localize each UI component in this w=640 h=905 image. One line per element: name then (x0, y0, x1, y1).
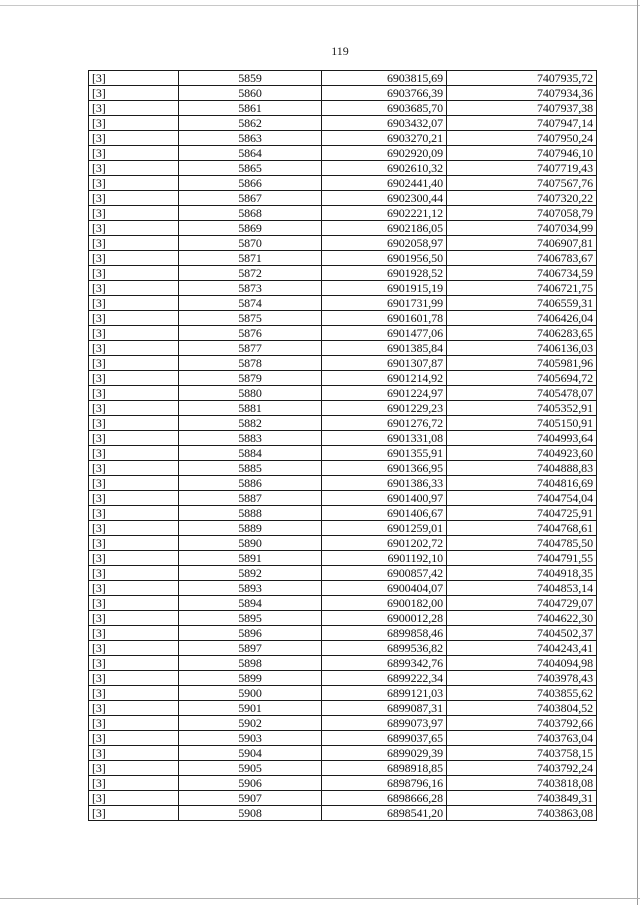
y-coordinate-cell: 7407937,38 (447, 101, 597, 116)
point-number-cell: 5894 (179, 596, 322, 611)
zone-ref-cell: [3] (89, 656, 179, 671)
point-number-cell: 5906 (179, 776, 322, 791)
zone-ref-cell: [3] (89, 296, 179, 311)
zone-ref-cell: [3] (89, 641, 179, 656)
zone-ref-cell: [3] (89, 506, 179, 521)
x-coordinate-cell: 6898796,16 (322, 776, 447, 791)
y-coordinate-cell: 7403978,43 (447, 671, 597, 686)
zone-ref-cell: [3] (89, 476, 179, 491)
x-coordinate-cell: 6900857,42 (322, 566, 447, 581)
point-number-cell: 5863 (179, 131, 322, 146)
x-coordinate-cell: 6901386,33 (322, 476, 447, 491)
x-coordinate-cell: 6902058,97 (322, 236, 447, 251)
table-row (89, 71, 597, 86)
point-number-cell: 5881 (179, 401, 322, 416)
x-coordinate-cell: 6899342,76 (322, 656, 447, 671)
zone-ref-cell: [3] (89, 551, 179, 566)
table-row (89, 656, 597, 671)
point-number-cell: 5900 (179, 686, 322, 701)
table-row (89, 611, 597, 626)
x-coordinate-cell: 6899037,65 (322, 731, 447, 746)
scan-right-edge (637, 0, 638, 905)
point-number-cell: 5895 (179, 611, 322, 626)
y-coordinate-cell: 7403792,24 (447, 761, 597, 776)
zone-ref-cell: [3] (89, 521, 179, 536)
x-coordinate-cell: 6900182,00 (322, 596, 447, 611)
point-number-cell: 5899 (179, 671, 322, 686)
point-number-cell: 5871 (179, 251, 322, 266)
x-coordinate-cell: 6903766,39 (322, 86, 447, 101)
zone-ref-cell: [3] (89, 356, 179, 371)
point-number-cell: 5865 (179, 161, 322, 176)
zone-ref-cell: [3] (89, 386, 179, 401)
point-number-cell: 5885 (179, 461, 322, 476)
x-coordinate-cell: 6902300,44 (322, 191, 447, 206)
zone-ref-cell: [3] (89, 101, 179, 116)
y-coordinate-cell: 7403758,15 (447, 746, 597, 761)
y-coordinate-cell: 7403855,62 (447, 686, 597, 701)
y-coordinate-cell: 7407034,99 (447, 221, 597, 236)
table-row (89, 266, 597, 281)
zone-ref-cell: [3] (89, 266, 179, 281)
x-coordinate-cell: 6899087,31 (322, 701, 447, 716)
table-row (89, 86, 597, 101)
point-number-cell: 5866 (179, 176, 322, 191)
x-coordinate-cell: 6901366,95 (322, 461, 447, 476)
point-number-cell: 5868 (179, 206, 322, 221)
y-coordinate-cell: 7404729,07 (447, 596, 597, 611)
y-coordinate-cell: 7404791,55 (447, 551, 597, 566)
x-coordinate-cell: 6901259,01 (322, 521, 447, 536)
zone-ref-cell: [3] (89, 446, 179, 461)
y-coordinate-cell: 7407950,24 (447, 131, 597, 146)
y-coordinate-cell: 7404768,61 (447, 521, 597, 536)
zone-ref-cell: [3] (89, 371, 179, 386)
point-number-cell: 5870 (179, 236, 322, 251)
zone-ref-cell: [3] (89, 146, 179, 161)
point-number-cell: 5904 (179, 746, 322, 761)
zone-ref-cell: [3] (89, 401, 179, 416)
y-coordinate-cell: 7405352,91 (447, 401, 597, 416)
zone-ref-cell: [3] (89, 686, 179, 701)
zone-ref-cell: [3] (89, 251, 179, 266)
zone-ref-cell: [3] (89, 806, 179, 821)
x-coordinate-cell: 6902441,40 (322, 176, 447, 191)
zone-ref-cell: [3] (89, 716, 179, 731)
x-coordinate-cell: 6899121,03 (322, 686, 447, 701)
point-number-cell: 5867 (179, 191, 322, 206)
y-coordinate-cell: 7406734,59 (447, 266, 597, 281)
x-coordinate-cell: 6902920,09 (322, 146, 447, 161)
x-coordinate-cell: 6902186,05 (322, 221, 447, 236)
y-coordinate-cell: 7404923,60 (447, 446, 597, 461)
y-coordinate-cell: 7407946,10 (447, 146, 597, 161)
x-coordinate-cell: 6901400,97 (322, 491, 447, 506)
point-number-cell: 5903 (179, 731, 322, 746)
y-coordinate-cell: 7404622,30 (447, 611, 597, 626)
table-row (89, 791, 597, 806)
x-coordinate-cell: 6901276,72 (322, 416, 447, 431)
point-number-cell: 5888 (179, 506, 322, 521)
zone-ref-cell: [3] (89, 596, 179, 611)
x-coordinate-cell: 6901385,84 (322, 341, 447, 356)
y-coordinate-cell: 7405694,72 (447, 371, 597, 386)
table-row (89, 296, 597, 311)
x-coordinate-cell: 6898541,20 (322, 806, 447, 821)
zone-ref-cell: [3] (89, 416, 179, 431)
zone-ref-cell: [3] (89, 701, 179, 716)
y-coordinate-cell: 7404853,14 (447, 581, 597, 596)
x-coordinate-cell: 6900012,28 (322, 611, 447, 626)
table-row (89, 386, 597, 401)
zone-ref-cell: [3] (89, 206, 179, 221)
table-row (89, 506, 597, 521)
y-coordinate-cell: 7404243,41 (447, 641, 597, 656)
point-number-cell: 5884 (179, 446, 322, 461)
x-coordinate-cell: 6901202,72 (322, 536, 447, 551)
zone-ref-cell: [3] (89, 611, 179, 626)
point-number-cell: 5887 (179, 491, 322, 506)
table-row (89, 626, 597, 641)
page-number: 119 (331, 44, 349, 58)
x-coordinate-cell: 6901956,50 (322, 251, 447, 266)
point-number-cell: 5890 (179, 536, 322, 551)
point-number-cell: 5892 (179, 566, 322, 581)
table-row (89, 806, 597, 821)
point-number-cell: 5859 (179, 71, 322, 86)
y-coordinate-cell: 7404888,83 (447, 461, 597, 476)
table-row (89, 161, 597, 176)
x-coordinate-cell: 6901214,92 (322, 371, 447, 386)
y-coordinate-cell: 7407719,43 (447, 161, 597, 176)
table-row (89, 281, 597, 296)
table-row (89, 401, 597, 416)
point-number-cell: 5875 (179, 311, 322, 326)
y-coordinate-cell: 7403763,04 (447, 731, 597, 746)
zone-ref-cell: [3] (89, 431, 179, 446)
point-number-cell: 5898 (179, 656, 322, 671)
y-coordinate-cell: 7405150,91 (447, 416, 597, 431)
y-coordinate-cell: 7406136,03 (447, 341, 597, 356)
zone-ref-cell: [3] (89, 326, 179, 341)
x-coordinate-cell: 6899536,82 (322, 641, 447, 656)
x-coordinate-cell: 6901915,19 (322, 281, 447, 296)
point-number-cell: 5878 (179, 356, 322, 371)
table-row (89, 731, 597, 746)
table-row (89, 131, 597, 146)
zone-ref-cell: [3] (89, 581, 179, 596)
point-number-cell: 5883 (179, 431, 322, 446)
x-coordinate-cell: 6900404,07 (322, 581, 447, 596)
y-coordinate-cell: 7407320,22 (447, 191, 597, 206)
point-number-cell: 5874 (179, 296, 322, 311)
zone-ref-cell: [3] (89, 221, 179, 236)
y-coordinate-cell: 7404725,91 (447, 506, 597, 521)
table-row (89, 461, 597, 476)
zone-ref-cell: [3] (89, 566, 179, 581)
zone-ref-cell: [3] (89, 791, 179, 806)
x-coordinate-cell: 6901307,87 (322, 356, 447, 371)
point-number-cell: 5869 (179, 221, 322, 236)
table-row (89, 746, 597, 761)
y-coordinate-cell: 7407058,79 (447, 206, 597, 221)
zone-ref-cell: [3] (89, 131, 179, 146)
y-coordinate-cell: 7404785,50 (447, 536, 597, 551)
point-number-cell: 5862 (179, 116, 322, 131)
zone-ref-cell: [3] (89, 746, 179, 761)
y-coordinate-cell: 7403804,52 (447, 701, 597, 716)
point-number-cell: 5896 (179, 626, 322, 641)
zone-ref-cell: [3] (89, 491, 179, 506)
x-coordinate-cell: 6898918,85 (322, 761, 447, 776)
coordinates-table-body (89, 71, 597, 821)
y-coordinate-cell: 7405981,96 (447, 356, 597, 371)
table-row (89, 236, 597, 251)
table-row (89, 446, 597, 461)
point-number-cell: 5864 (179, 146, 322, 161)
table-row (89, 536, 597, 551)
table-row (89, 116, 597, 131)
table-row (89, 671, 597, 686)
table-row (89, 101, 597, 116)
zone-ref-cell: [3] (89, 191, 179, 206)
x-coordinate-cell: 6899073,97 (322, 716, 447, 731)
zone-ref-cell: [3] (89, 176, 179, 191)
table-row (89, 566, 597, 581)
x-coordinate-cell: 6901229,23 (322, 401, 447, 416)
zone-ref-cell: [3] (89, 461, 179, 476)
y-coordinate-cell: 7407567,76 (447, 176, 597, 191)
y-coordinate-cell: 7403863,08 (447, 806, 597, 821)
point-number-cell: 5897 (179, 641, 322, 656)
table-row (89, 431, 597, 446)
zone-ref-cell: [3] (89, 86, 179, 101)
table-row (89, 206, 597, 221)
zone-ref-cell: [3] (89, 731, 179, 746)
zone-ref-cell: [3] (89, 71, 179, 86)
y-coordinate-cell: 7403849,31 (447, 791, 597, 806)
y-coordinate-cell: 7406559,31 (447, 296, 597, 311)
x-coordinate-cell: 6899222,34 (322, 671, 447, 686)
y-coordinate-cell: 7403818,08 (447, 776, 597, 791)
zone-ref-cell: [3] (89, 536, 179, 551)
x-coordinate-cell: 6901928,52 (322, 266, 447, 281)
point-number-cell: 5877 (179, 341, 322, 356)
zone-ref-cell: [3] (89, 161, 179, 176)
zone-ref-cell: [3] (89, 626, 179, 641)
x-coordinate-cell: 6901192,10 (322, 551, 447, 566)
table-row (89, 491, 597, 506)
point-number-cell: 5891 (179, 551, 322, 566)
point-number-cell: 5861 (179, 101, 322, 116)
point-number-cell: 5901 (179, 701, 322, 716)
point-number-cell: 5882 (179, 416, 322, 431)
point-number-cell: 5880 (179, 386, 322, 401)
x-coordinate-cell: 6902221,12 (322, 206, 447, 221)
table-row (89, 596, 597, 611)
y-coordinate-cell: 7405478,07 (447, 386, 597, 401)
table-row (89, 371, 597, 386)
point-number-cell: 5876 (179, 326, 322, 341)
table-row (89, 476, 597, 491)
y-coordinate-cell: 7407934,36 (447, 86, 597, 101)
point-number-cell: 5908 (179, 806, 322, 821)
table-row (89, 761, 597, 776)
scan-bottom-edge (0, 898, 640, 899)
x-coordinate-cell: 6903815,69 (322, 71, 447, 86)
point-number-cell: 5905 (179, 761, 322, 776)
point-number-cell: 5872 (179, 266, 322, 281)
point-number-cell: 5879 (179, 371, 322, 386)
y-coordinate-cell: 7407947,14 (447, 116, 597, 131)
point-number-cell: 5893 (179, 581, 322, 596)
table-row (89, 716, 597, 731)
y-coordinate-cell: 7404094,98 (447, 656, 597, 671)
table-row (89, 416, 597, 431)
x-coordinate-cell: 6903685,70 (322, 101, 447, 116)
table-row (89, 191, 597, 206)
table-row (89, 776, 597, 791)
point-number-cell: 5889 (179, 521, 322, 536)
x-coordinate-cell: 6901477,06 (322, 326, 447, 341)
y-coordinate-cell: 7404754,04 (447, 491, 597, 506)
y-coordinate-cell: 7406907,81 (447, 236, 597, 251)
x-coordinate-cell: 6902610,32 (322, 161, 447, 176)
x-coordinate-cell: 6903270,21 (322, 131, 447, 146)
coordinates-table (88, 70, 597, 821)
x-coordinate-cell: 6901355,91 (322, 446, 447, 461)
x-coordinate-cell: 6898666,28 (322, 791, 447, 806)
zone-ref-cell: [3] (89, 281, 179, 296)
zone-ref-cell: [3] (89, 116, 179, 131)
scan-top-edge (0, 5, 640, 6)
zone-ref-cell: [3] (89, 341, 179, 356)
table-row (89, 326, 597, 341)
x-coordinate-cell: 6901731,99 (322, 296, 447, 311)
y-coordinate-cell: 7406783,67 (447, 251, 597, 266)
y-coordinate-cell: 7406283,65 (447, 326, 597, 341)
point-number-cell: 5860 (179, 86, 322, 101)
table-row (89, 146, 597, 161)
y-coordinate-cell: 7404502,37 (447, 626, 597, 641)
table-row (89, 581, 597, 596)
x-coordinate-cell: 6901601,78 (322, 311, 447, 326)
x-coordinate-cell: 6901224,97 (322, 386, 447, 401)
table-row (89, 641, 597, 656)
x-coordinate-cell: 6899858,46 (322, 626, 447, 641)
zone-ref-cell: [3] (89, 776, 179, 791)
x-coordinate-cell: 6899029,39 (322, 746, 447, 761)
table-row (89, 521, 597, 536)
table-row (89, 251, 597, 266)
zone-ref-cell: [3] (89, 311, 179, 326)
table-row (89, 221, 597, 236)
y-coordinate-cell: 7404816,69 (447, 476, 597, 491)
table-row (89, 686, 597, 701)
table-row (89, 341, 597, 356)
table-row (89, 176, 597, 191)
y-coordinate-cell: 7404918,35 (447, 566, 597, 581)
zone-ref-cell: [3] (89, 761, 179, 776)
y-coordinate-cell: 7403792,66 (447, 716, 597, 731)
x-coordinate-cell: 6901331,08 (322, 431, 447, 446)
table-row (89, 356, 597, 371)
table-row (89, 551, 597, 566)
table-row (89, 311, 597, 326)
y-coordinate-cell: 7406721,75 (447, 281, 597, 296)
y-coordinate-cell: 7406426,04 (447, 311, 597, 326)
x-coordinate-cell: 6901406,67 (322, 506, 447, 521)
point-number-cell: 5873 (179, 281, 322, 296)
point-number-cell: 5907 (179, 791, 322, 806)
x-coordinate-cell: 6903432,07 (322, 116, 447, 131)
table-row (89, 701, 597, 716)
y-coordinate-cell: 7404993,64 (447, 431, 597, 446)
point-number-cell: 5902 (179, 716, 322, 731)
zone-ref-cell: [3] (89, 236, 179, 251)
y-coordinate-cell: 7407935,72 (447, 71, 597, 86)
point-number-cell: 5886 (179, 476, 322, 491)
zone-ref-cell: [3] (89, 671, 179, 686)
